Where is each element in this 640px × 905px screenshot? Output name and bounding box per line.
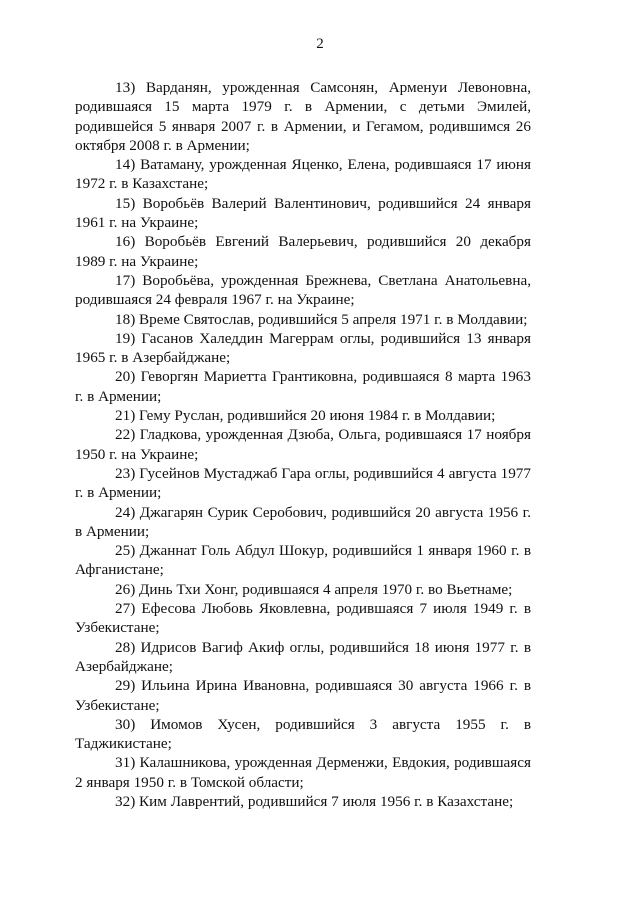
list-item: 32) Ким Лаврентий, родившийся 7 июля 1956 г. в Казахстане; <box>115 792 514 810</box>
list-item: 25) Джаннат Голь Абдул Шокур, родившийся 1 января 1960 г. в Афганистане; <box>75 542 531 579</box>
list-item: 27) Ефесова Любовь Яковлевна, родившаяся 7 июля 1949 г. в Узбекистане; <box>75 600 531 637</box>
list-item: 14) Ватаману, урожденная Яценко, Елена, родившаяся 17 июня 1972 г. в Казахстане; <box>75 156 531 193</box>
list-item: 30) Имомов Хусен, родившийся 3 августа 1955 г. в Таджикистане; <box>75 715 531 753</box>
list-item: 18) Време Святослав, родившийся 5 апреля 1971 г. в Молдавии; <box>115 310 528 328</box>
list-item: 26) Динь Тхи Хонг, родившаяся 4 апреля 1970 г. во Вьетнаме; <box>115 580 513 598</box>
list-item: 13) Варданян, урожденная Самсонян, Арменуи Левоновна, родившаяся 15 марта 1979 г. в Армении, с детьми Эмилей, родившейся 5 января 2007 г. в Армении, и Гегамом, родившимся 26 октября 2008 г. в Армении; <box>75 79 531 154</box>
list-item: 20) Геворгян Мариетта Грантиковна, родившаяся 8 марта 1963 г. в Армении; <box>75 368 531 405</box>
list-item: 22) Гладкова, урожденная Дзюба, Ольга, родившаяся 17 ноября 1950 г. на Украине; <box>75 426 531 463</box>
page-number: 2 <box>316 36 324 52</box>
list-item: 31) Калашникова, урожденная Дерменжи, Евдокия, родившаяся 2 января 1950 г. в Томской области; <box>75 754 531 791</box>
list-item: 23) Гусейнов Мустаджаб Гара оглы, родившийся 4 августа 1977 г. в Армении; <box>75 464 531 502</box>
list-item: 16) Воробьёв Евгений Валерьевич, родившийся 20 декабря 1989 г. на Украине; <box>75 233 531 270</box>
list-item: 15) Воробьёв Валерий Валентинович, родившийся 24 января 1961 г. на Украине; <box>75 194 531 232</box>
list-item: 21) Гему Руслан, родившийся 20 июня 1984 г. в Молдавии; <box>115 407 496 425</box>
list-item: 19) Гасанов Халеддин Магеррам оглы, родившийся 13 января 1965 г. в Азербайджане; <box>75 329 531 367</box>
entry-list <box>75 78 531 811</box>
list-item: 28) Идрисов Вагиф Акиф оглы, родившийся 18 июня 1977 г. в Азербайджане; <box>75 638 531 675</box>
list-item: 24) Джагарян Сурик Серобович, родившийся 20 августа 1956 г. в Армении; <box>75 503 531 540</box>
list-item: 29) Ильина Ирина Ивановна, родившаяся 30 августа 1966 г. в Узбекистане; <box>75 677 531 714</box>
list-item: 17) Воробьёва, урожденная Брежнева, Светлана Анатольевна, родившаяся 24 февраля 1967 г. на Украине; <box>75 271 531 309</box>
